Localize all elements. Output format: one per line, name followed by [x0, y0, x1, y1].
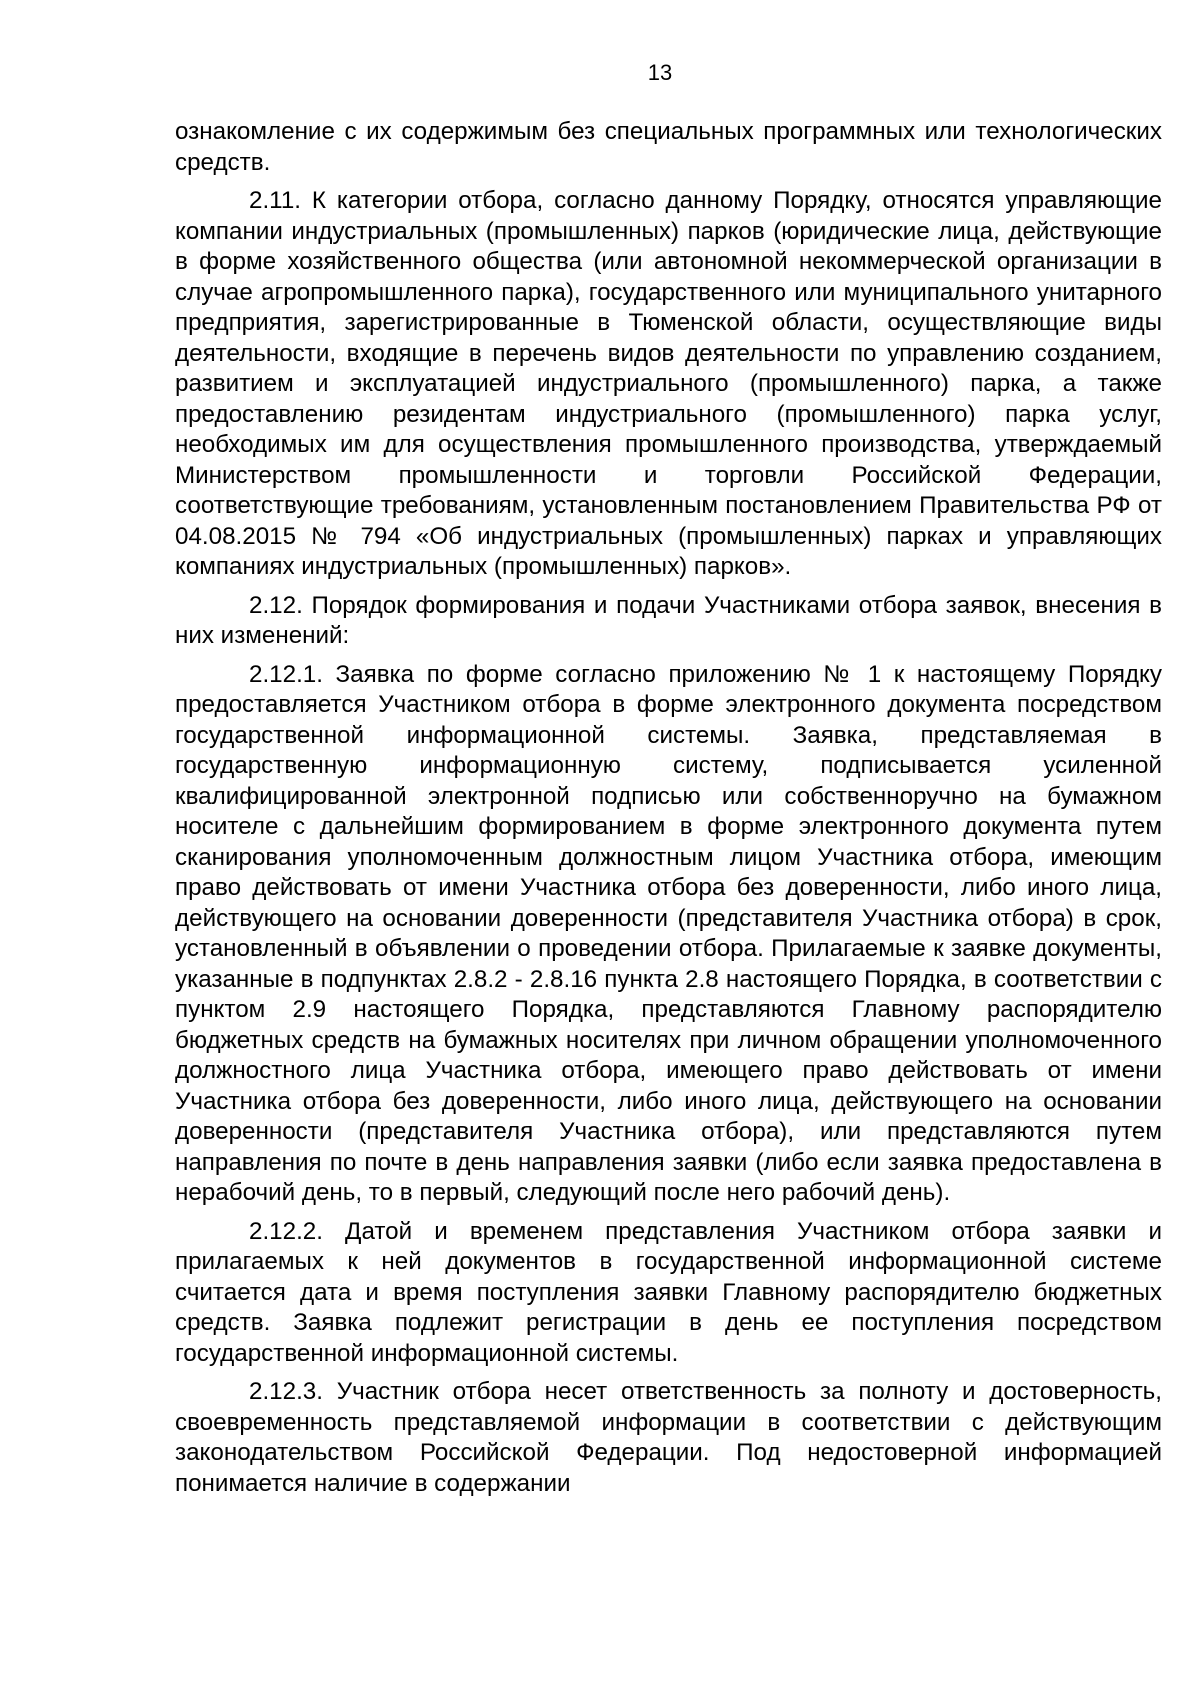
- paragraph-2-12-2: 2.12.2. Датой и временем представления Участником отбора заявки и прилагаемых к ней документов в государственной информационной системе считается дата и время поступления заявки Главному распорядителю бюджетных средств. Заявка подлежит регистрации в день ее поступления посредством государственной информационной системы.: [175, 1217, 1162, 1367]
- paragraph-2-12: 2.12. Порядок формирования и подачи Участниками отбора заявок, внесения в них изменений:: [175, 591, 1162, 649]
- paragraph-continuation: ознакомление с их содержимым без специальных программных или технологических средств.: [175, 118, 1162, 176]
- document-body: [175, 117, 1162, 1507]
- paragraph-2-11: 2.11. К категории отбора, согласно данному Порядку, относятся управляющие компании индустриальных (промышленных) парков (юридические лица, действующие в форме хозяйственного общества (или автономной некоммерческой организации в случае агропромышленного парка), государственного или муниципального унитарного предприятия, зарегистрированные в Тюменской области, осуществляющие виды деятельности, входящие в перечень видов деятельности по управлению созданием, развитием и эксплуатацией индустриального (промышленного) парка, а также предоставлению резидентам индустриального (промышленного) парка услуг, необходимых им для осуществления промышленного производства, утверждаемый Министерством промышленности и торговли Российской Федерации, соответствующие требованиям, установленным постановлением Правительства РФ от 04.08.2015 № 794 «Об индустриальных (промышленных) парках и управляющих компаниях индустриальных (промышленных) парков».: [175, 187, 1162, 580]
- paragraph-2-12-3: 2.12.3. Участник отбора несет ответственность за полноту и достоверность, своевременность представляемой информации в соответствии с действующим законодательством Российской Федерации. Под недостоверной информацией понимается наличие в содержании: [175, 1378, 1162, 1497]
- page-number: 13: [647, 60, 673, 85]
- paragraph-2-12-1: 2.12.1. Заявка по форме согласно приложению № 1 к настоящему Порядку предоставляется Участником отбора в форме электронного документа посредством государственной информационной системы. Заявка, представляемая в государственную информационную систему, подписывается усиленной квалифицированной электронной подписью или собственноручно на бумажном носителе с дальнейшим формированием в форме электронного документа путем сканирования уполномоченным должностным лицом Участника отбора, имеющим право действовать от имени Участника отбора без доверенности, либо иного лица, действующего на основании доверенности (представителя Участника отбора) в срок, установленный в объявлении о проведении отбора. Прилагаемые к заявке документы, указанные в подпунктах 2.8.2 - 2.8.16 пункта 2.8 настоящего Порядка, в соответствии с пунктом 2.9 настоящего Порядка, представляются Главному распорядителю бюджетных средств на бумажных носителях при личном обращении уполномоченного должностного лица Участника отбора, имеющего право действовать от имени Участника отбора без доверенности, либо иного лица, действующего на основании доверенности (представителя Участника отбора), или представляются путем направления по почте в день направления заявки (либо если заявка предоставлена в нерабочий день, то в первый, следующий после него рабочий день).: [175, 660, 1162, 1206]
